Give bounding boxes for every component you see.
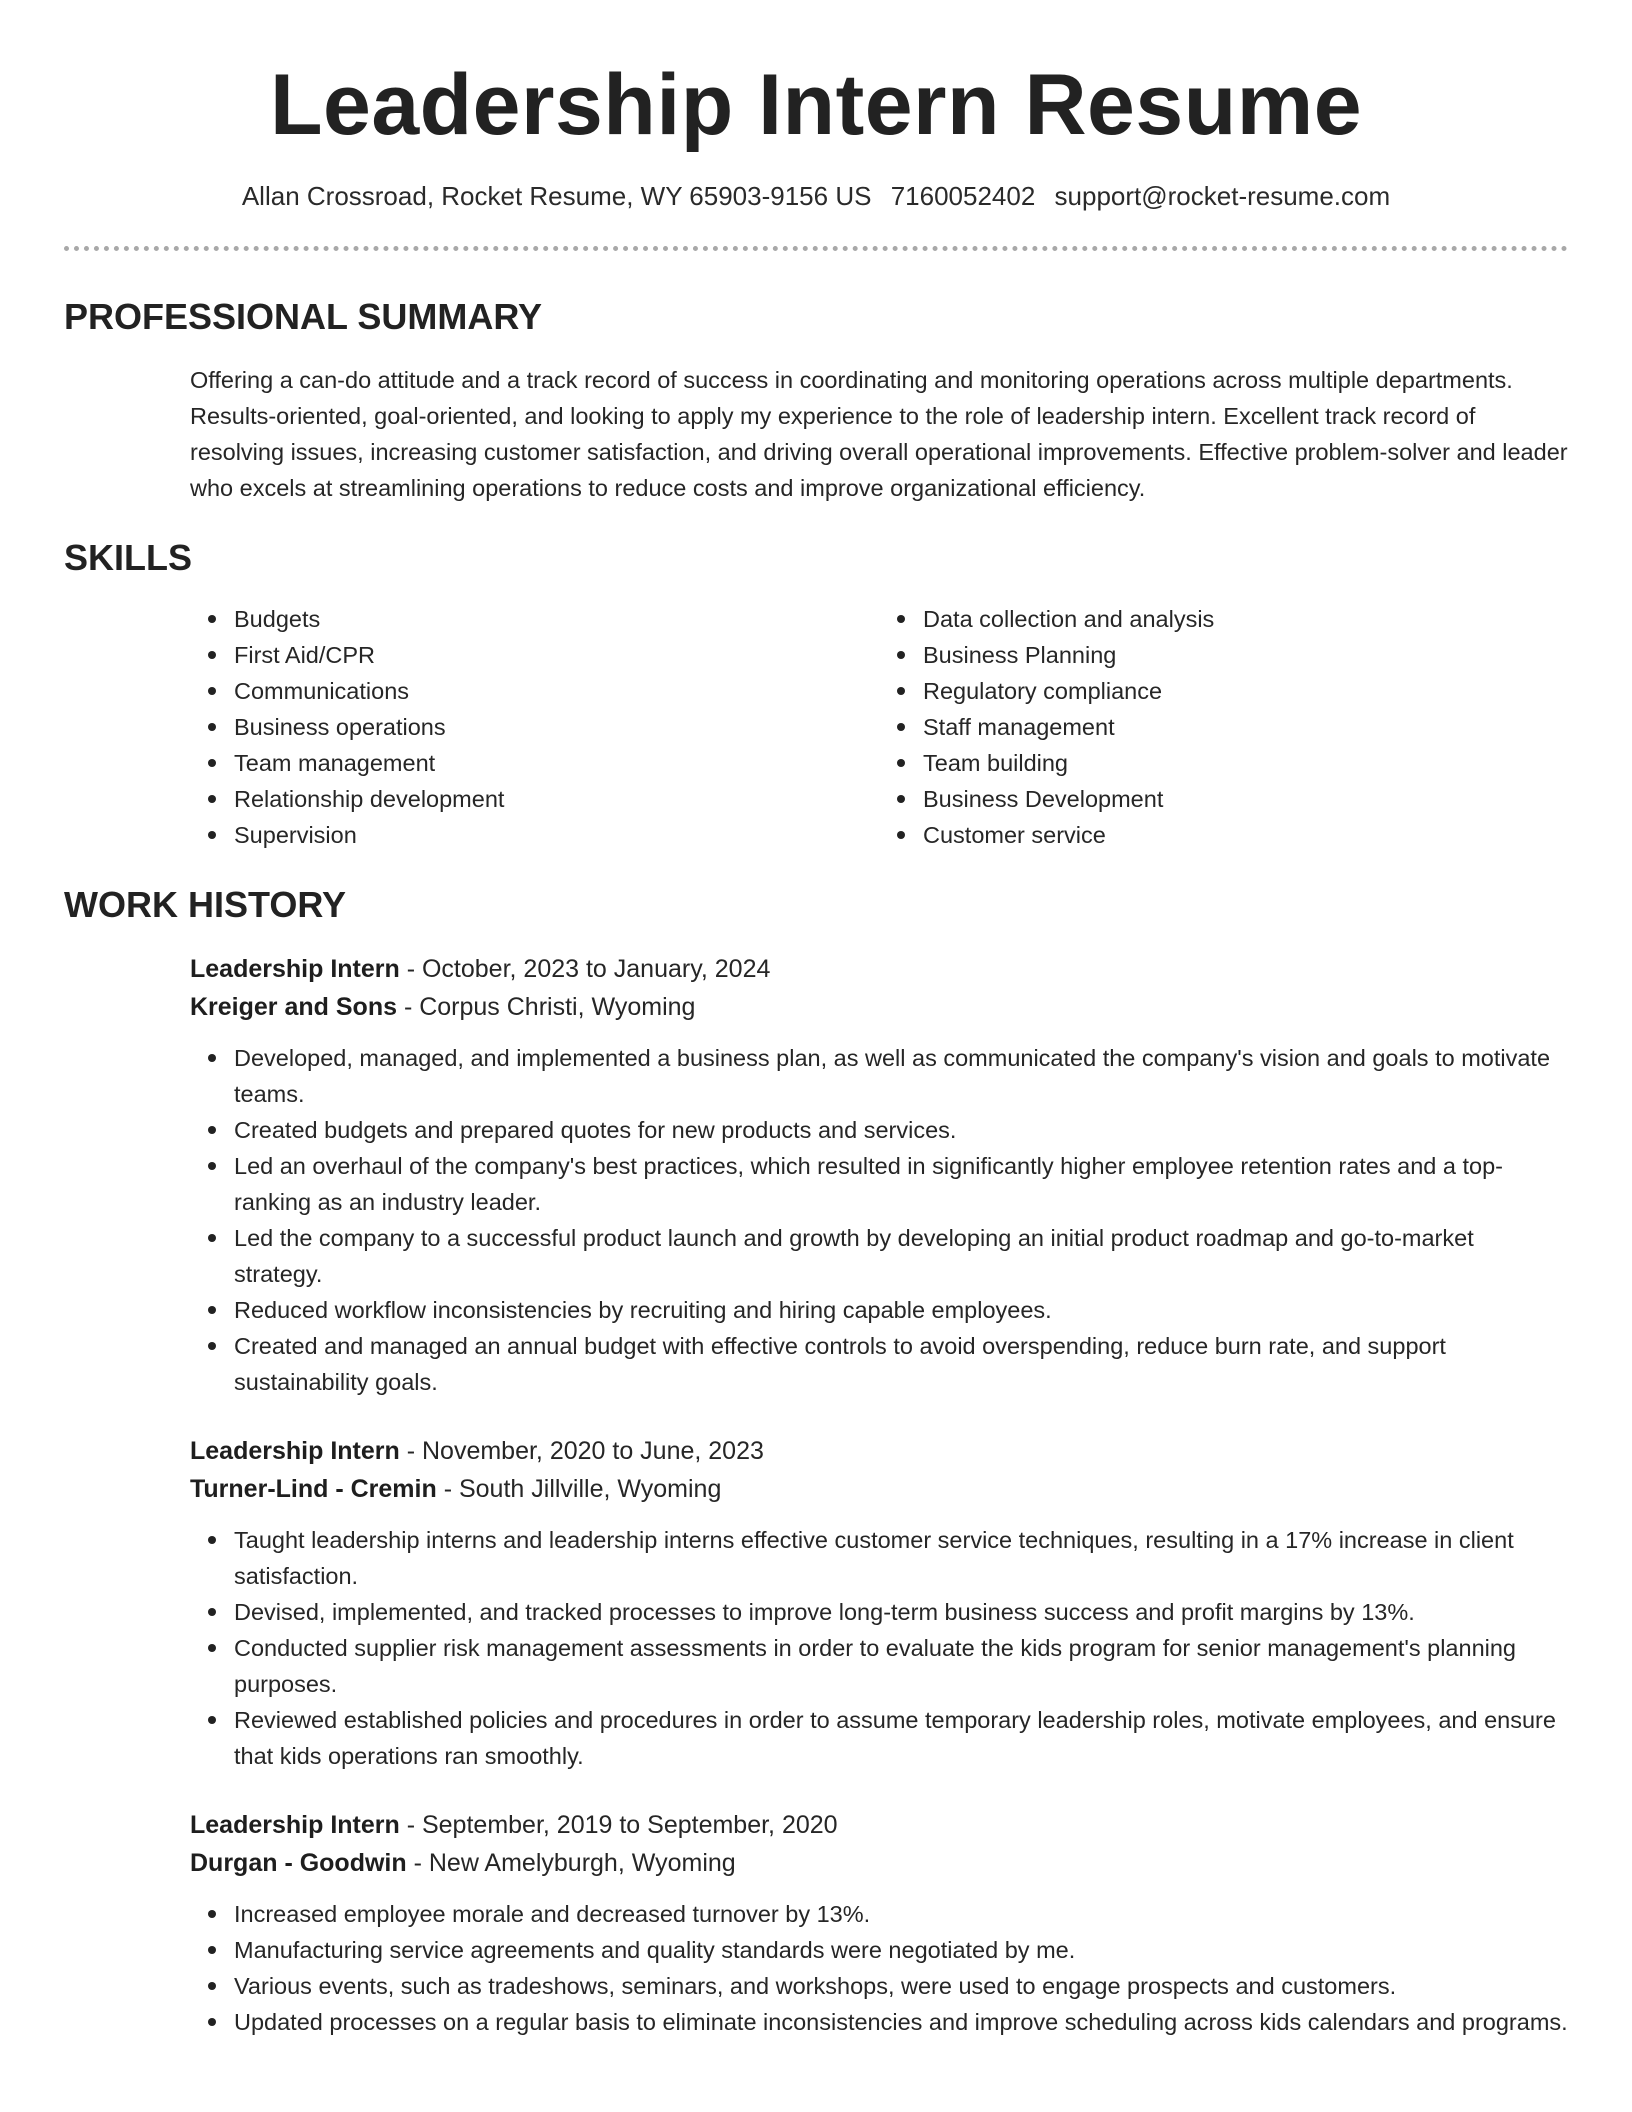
- job-dates: - September, 2019 to September, 2020: [399, 1811, 838, 1840]
- job-entry: [190, 1432, 1568, 1774]
- summary-text: Offering a can-do attitude and a track record of success in coordinating and monitoring operations across multiple departments. Results-oriented, goal-oriented, and looking to apply my experience to the role of leadership intern. Excellent track record of resolving issues, increasing customer satisfaction, and driving overall operational improvements. Effective problem-solver and leader who excels at streamlining operations to reduce costs and improve organizational efficiency.: [190, 366, 1568, 501]
- job-location: - Corpus Christi, Wyoming: [397, 993, 696, 1022]
- professional-summary-section: [64, 295, 1568, 506]
- job-bullet: Led an overhaul of the company's best practices, which resulted in significantly higher employee retention rates and a top-ranking as an industry leader.: [234, 1148, 1568, 1220]
- job-dates: - November, 2020 to June, 2023: [399, 1437, 764, 1466]
- section-title-skills: SKILLS: [64, 536, 193, 578]
- skills-grid: [190, 601, 1568, 853]
- job-role-line: [190, 950, 1568, 988]
- job-location: - South Jillville, Wyoming: [436, 1475, 722, 1504]
- job-bullet: Conducted supplier risk management assessments in order to evaluate the kids program for senior management's planning purposes.: [234, 1630, 1568, 1702]
- job-bullet: Taught leadership interns and leadership interns effective customer service techniques, resulting in a 17% increase in client satisfaction.: [234, 1522, 1568, 1594]
- job-role: Leadership Intern: [190, 955, 400, 984]
- skill-item: Supervision: [234, 817, 879, 853]
- job-company: Kreiger and Sons: [190, 993, 397, 1022]
- skill-item: Regulatory compliance: [923, 673, 1568, 709]
- job-bullet: Various events, such as tradeshows, seminars, and workshops, were used to engage prospects and customers.: [234, 1968, 1568, 2004]
- job-bullet-list: [190, 1040, 1568, 1400]
- job-bullet: Increased employee morale and decreased turnover by 13%.: [234, 1896, 1568, 1932]
- job-bullet: Manufacturing service agreements and quality standards were negotiated by me.: [234, 1932, 1568, 1968]
- skill-item: Data collection and analysis: [923, 601, 1568, 637]
- skill-item: Budgets: [234, 601, 879, 637]
- job-bullet: Led the company to a successful product launch and growth by developing an initial product roadmap and go-to-market strategy.: [234, 1220, 1568, 1292]
- resume-header: [0, 0, 1632, 212]
- job-entry: [190, 1806, 1568, 2040]
- job-bullet: Devised, implemented, and tracked processes to improve long-term business success and profit margins by 13%.: [234, 1594, 1568, 1630]
- contact-phone: 7160052402: [890, 180, 1036, 211]
- contact-address: Allan Crossroad, Rocket Resume, WY 65903-9156 US: [241, 180, 872, 211]
- job-company-line: [190, 1844, 1568, 1882]
- job-company: Durgan - Goodwin: [190, 1849, 407, 1878]
- job-role: Leadership Intern: [190, 1437, 400, 1466]
- skill-item: Relationship development: [234, 781, 879, 817]
- resume-title: Leadership Intern Resume: [269, 57, 1363, 153]
- job-role-line: [190, 1432, 1568, 1470]
- job-bullet: Created budgets and prepared quotes for new products and services.: [234, 1112, 1568, 1148]
- contact-line: [0, 181, 1632, 212]
- job-role: Leadership Intern: [190, 1811, 400, 1840]
- skill-item: Business operations: [234, 709, 879, 745]
- skill-item: Staff management: [923, 709, 1568, 745]
- job-bullet: Reduced workflow inconsistencies by recruiting and hiring capable employees.: [234, 1292, 1568, 1328]
- skill-item: Business Development: [923, 781, 1568, 817]
- job-dates: - October, 2023 to January, 2024: [399, 955, 771, 984]
- job-bullet-list: [190, 1522, 1568, 1774]
- skill-item: Communications: [234, 673, 879, 709]
- skill-item: First Aid/CPR: [234, 637, 879, 673]
- job-role-line: [190, 1806, 1568, 1844]
- header-divider: [64, 246, 1568, 251]
- job-bullet: Reviewed established policies and procedures in order to assume temporary leadership roles, motivate employees, and ensure that kids operations ran smoothly.: [234, 1702, 1568, 1774]
- work-history-section: [64, 883, 1568, 2040]
- job-company: Turner-Lind - Cremin: [190, 1475, 437, 1504]
- skill-item: Customer service: [923, 817, 1568, 853]
- job-bullet: Created and managed an annual budget with effective controls to avoid overspending, reduce burn rate, and support sustainability goals.: [234, 1328, 1568, 1400]
- skill-item: Team management: [234, 745, 879, 781]
- skills-column-left: [190, 601, 879, 853]
- job-entry: [190, 950, 1568, 1400]
- section-title-work: WORK HISTORY: [64, 884, 347, 926]
- skills-column-right: [879, 601, 1568, 853]
- job-company-line: [190, 988, 1568, 1026]
- contact-email: support@rocket-resume.com: [1054, 180, 1391, 211]
- job-bullet-list: [190, 1896, 1568, 2040]
- job-location: - New Amelyburgh, Wyoming: [406, 1849, 736, 1878]
- job-bullet: Updated processes on a regular basis to eliminate inconsistencies and improve scheduling across kids calendars and programs.: [234, 2004, 1568, 2040]
- job-bullet: Developed, managed, and implemented a business plan, as well as communicated the company's vision and goals to motivate teams.: [234, 1040, 1568, 1112]
- skills-section: [64, 536, 1568, 853]
- section-title-summary: PROFESSIONAL SUMMARY: [64, 295, 543, 337]
- job-company-line: [190, 1470, 1568, 1508]
- skill-item: Team building: [923, 745, 1568, 781]
- skill-item: Business Planning: [923, 637, 1568, 673]
